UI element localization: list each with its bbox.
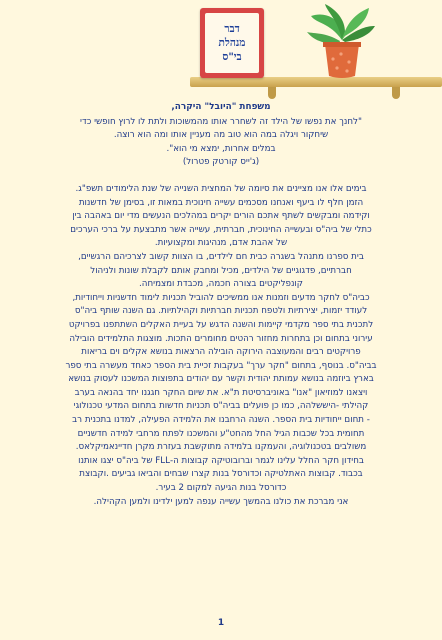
body-line: בחידון חקר החלל עלינו לגמר וברובוטיקה קבוצות ה-FLL של ביה"ס יצגו אותנו [78,455,364,466]
body-line: עירוני בתחום וכן בתחרות מחזור רהטים מחומרים התכות. מוצגות התלמידים הובילה [69,333,373,344]
body-line: כביה"ס לחקר מדעים וזמנות אנו ממשיכים להוביל תכניות לימוד חדשניות וייחודיות, [72,292,370,303]
quote-line: שיחקור ויגלה במה הוא טוב מה מעניין אותו ומה הוא רוצה. [113,130,329,141]
body-line: תחומית בכל שכבות הגיל החל מהחט"ע והמשכנו לפתח מרחבי למידה חדשניים [77,428,365,439]
body-line: כתלי של ביה"ס ובעשייה החינוכית, חברתית, עשייה אשר מתבצעת על ברכי הערכים [70,224,372,235]
body-line: - תחום ייחודיות בית הספר. השנה הרחבנו את הלמידה הפעילה, למדנו בתכנית רב [72,415,370,426]
body-line: בימים אלו אנו מציינים את סיומה של המחצית השנייה של שנת הלימודים תשפ"ג. [75,183,367,194]
quote-line: במלים אחרות, ימצא מי הוא". [166,143,276,154]
page-number: 1 [217,618,225,628]
body-line: בית ספרנו מתנהל בשגרה כבית חם לילדים, בו הצוות קשוב לצרכיהם הרגשיים, [78,251,364,262]
quote-attribution: (ג'ייס קורטק פטרול) [182,157,260,168]
body-line: משולבים בטכנולוגיה, והעמקנו בלמידה מתוקשבת בעזרת מקרן חדיינאמיקלאס. [75,442,367,453]
letter-content [14,101,428,509]
letter-body [14,183,428,509]
letter-title: משפחת "היובל" היקרה, [171,102,271,112]
body-line: אני מברכת את כולנו בהמשך עשייה ענפה למען ילדינו ולמען הקהילה. [93,496,349,507]
quote-line: "לחנך את נפשו של הילד זה לשחרר אותו מהמשוכות ולתת לו לרוץ חופשי כדי [80,116,362,127]
frame-text: דבר מנהלת בי"ס [218,23,246,63]
potted-plant-icon [307,4,377,80]
body-line: בכבוד. קבוצות האתלטיקה וכדורסל בנות קצרו שבחים והביאו גביעים .וקבוצת [79,469,363,480]
body-line: של אהבת אדם, מנהיגות ומקצועיות. [154,238,288,249]
body-line: לתכנית בתי ספר מקדמי קיימות והשנה הדגש על בעיית האקלים השתתפנו בפרויקט [68,319,374,330]
body-line: קונפליקטים בצורה חכמה, מכבדת ומצמיחה. [139,279,303,290]
body-line: פרויקטים רבים והמעוצבה הירוקה הובילה הרצאות בנושא אקלים וים בריאות [81,347,361,358]
framed-sign-icon [200,8,264,78]
body-line: קהילתי -היששלהה, כמו כן פועלים בביה"ס תכניות חדשות בתחום המדעי טכנולוגי [73,401,369,412]
frame-inner [205,13,259,73]
body-line: וקידמה ומבקשים לשתף אתכם הורים יקרים במהלכים הנעשים מדי יום באהבה בין [72,211,370,222]
opening-quote [14,116,428,170]
body-line: הזמן חלף לו ביעף ואנחנו מסכמים עשייה חינוכית במאות זו, בסימן של חדשנות [78,197,364,208]
spacer [14,170,428,183]
body-line: ויצאנו למוזיאון "אנו" באוניברסיטת ת"א. את שיום החקר חגגנו יחד בהנאה בערב [74,387,368,398]
body-line: בארץ ביוזמה בנושא עמותת יהודית וקשר עם יהודים בתפוצות המשכנו לעסוק בנושא [68,374,374,385]
shelf-bracket-right [392,87,400,99]
body-line: כדורסל בנות הגיעה למקום 2 בעיר. [155,483,287,494]
body-line: בביה"ס. בנוסף, בתחום "חקר ערך" בעקבות זכיית בית הספר כאחד מעשרה בתי ספר [65,360,377,371]
shelf-bracket-left [268,87,276,99]
body-line: חברתיים, פדגוגיים של הילדים, מכיל ומחבק אותם לקבלת שונות ולניהול [90,265,352,276]
body-line: לעודד יזמות, יצירתיות ולטפח תכניות חברתיות וקהילתיות. גם השנה שותף ביה"ס [74,306,368,317]
